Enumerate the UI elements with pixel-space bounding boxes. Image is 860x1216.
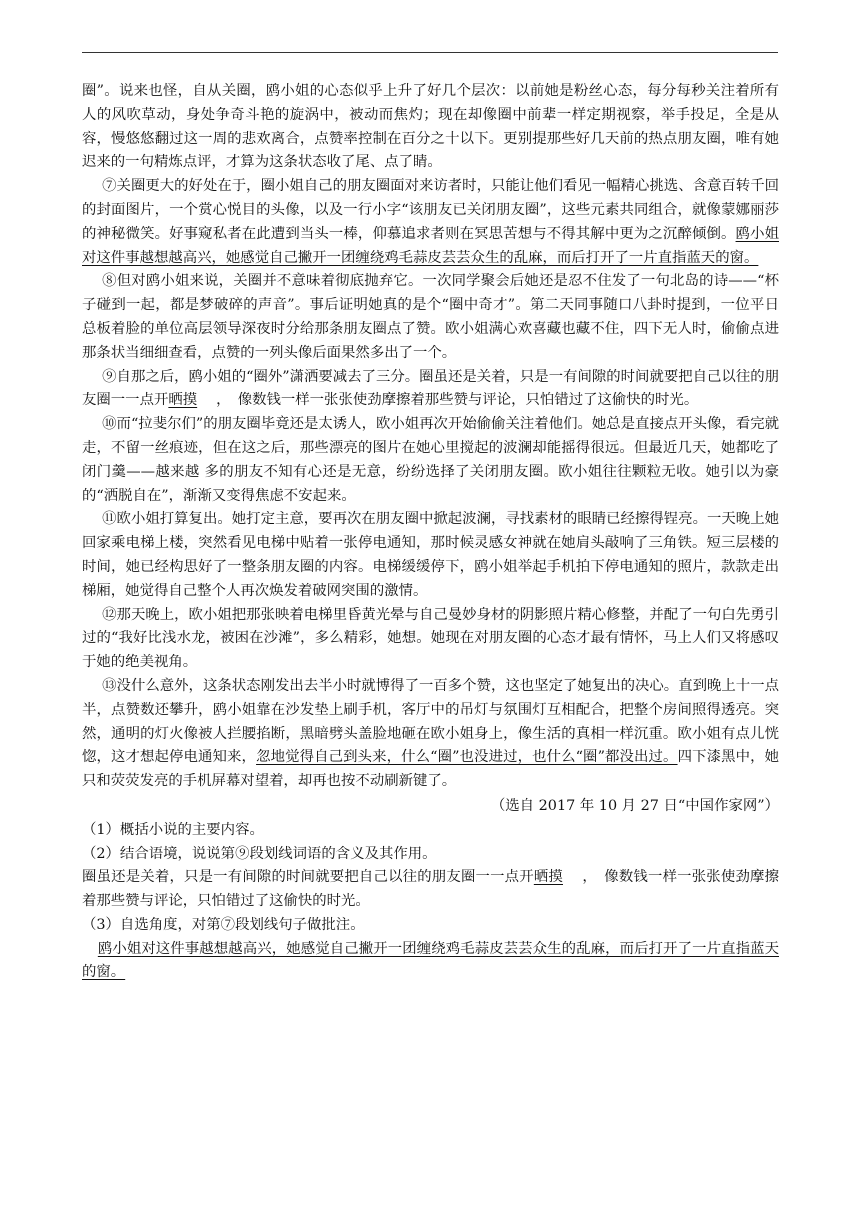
paragraph-9-text: ⑨自那之后，鸥小姐的“圈外”潇洒要减去了三分。圈虽还是关着，只是一有间隙的时间就要把自己以往的朋友圈一一点开 xyxy=(82,368,779,409)
question-2-quote-text: 圈虽还是关着，只是一有间隙的时间就要把自己以往的朋友圈一一点开 xyxy=(82,869,534,886)
document-body xyxy=(82,80,779,985)
header-rule xyxy=(82,52,778,53)
paragraph-7-text: ⑦关圈更大的好处在于，圈小姐自己的朋友圈面对来访者时，只能让他们看见一幅精心挑选、含意百转千回的封面图片，一个赏心悦目的头像，以及一行小字“该朋友已关闭朋友圈”，这些元素共同组合，就像蒙娜丽莎的神秘微笑。好事窥私者在此遭到当头一棒，仰慕追求者则在冥思苦想与不得其解中更为之沉醉倾倒。 xyxy=(82,178,779,242)
source-citation: （选自 2017 年 10 月 27 日“中国作家网”） xyxy=(490,797,779,814)
paragraph-7-underlined-sentence: 鸥小姐对这件事越想越高兴，她感觉自己撇开一团缠绕鸡毛蒜皮芸芸众生的乱麻，而后打开了一片直指蓝天的窗。 xyxy=(82,225,779,266)
paragraph-13-underlined-sentence: 忽地觉得自己到头来，什么“圈”也没进过，也什么“圈”都没出过。 xyxy=(256,749,678,766)
paragraph-9-underlined-word: 晒摸 xyxy=(168,392,198,409)
question-2-quote xyxy=(82,866,779,914)
paragraph-13-text-end: 四下漆黑中，她只和荧荧发亮的手机屏幕对望着，却再也按不动刷新键了。 xyxy=(82,749,779,790)
question-2-underlined-word: 晒摸 xyxy=(533,869,563,886)
paragraph-9-text-end: ， 像数钱一样一张张使劲摩擦着那些赞与评论，只怕错过了这偷快的时光。 xyxy=(197,392,699,409)
paragraph-10: ⑩而“拉斐尔们”的朋友圈毕竟还是太诱人，欧小姐再次开始偷偷关注着他们。她总是直接点开头像，看完就走，不留一丝痕迹，但在这之后，那些漂亮的图片在她心里搅起的波澜却能摇得很远。但最近几天，她都吃了闭门羹——越来越 多的朋友不知有心还是无意，纷纷选择了关闭朋友圈。欧小姐往往颗粒无收。她引以为豪的“洒脱自在”，渐渐又变得焦虑不安起来。 xyxy=(82,416,779,504)
question-3: （3）自选角度，对第⑦段划线句子做批注。 xyxy=(82,916,365,933)
paragraph-9 xyxy=(82,366,779,414)
question-2-quote-end: ， 像数钱一样一张张使劲摩擦着那些赞与评论，只怕错过了这偷快的时光。 xyxy=(82,869,779,910)
paragraph-8: ⑧但对鸥小姐来说，关圈并不意味着彻底抛弃它。一次同学聚会后她还是忍不住发了一句北岛的诗——“杯子碰到一起，都是梦破碎的声音”。事后证明她真的是个“圈中奇才”。第二天同事随口八卦时提到，一位平日总板着脸的单位高层领导深夜时分给那条朋友圈点了赞。欧小姐满心欢喜藏也藏不住，四下无人时，偷偷点进那条状当细细查看，点赞的一列头像后面果然多出了一个。 xyxy=(82,273,779,361)
paragraph-continued: 圈”。说来也怪，自从关圈，鸥小姐的心态似乎上升了好几个层次：以前她是粉丝心态，每分每秒关注着所有人的风吹草动，身处争奇斗艳的旋涡中，被动而焦灼；现在却像圈中前辈一样定期视察，举手投足，全是从容，慢悠悠翻过这一周的悲欢离合，点赞率控制在百分之十以下。更别提那些好几天前的热点朋友圈，唯有她迟来的一句精炼点评，才算为这条状态收了尾、点了睛。 xyxy=(82,83,779,171)
paragraph-7 xyxy=(82,175,779,270)
question-2: （2）结合语境，说说第⑨段划线词语的含义及其作用。 xyxy=(82,845,437,862)
paragraph-11: ⑪欧小姐打算复出。她打定主意，要再次在朋友圈中掀起波澜，寻找素材的眼睛已经擦得锃亮。一天晚上她回家乘电梯上楼，突然看见电梯中贴着一张停电通知，那时候灵感女神就在她肩头敲响了三角铁。短三层楼的时间，她已经构思好了一整条朋友圈的内容。电梯缓缓停下，鸥小姐举起手机拍下停电通知的照片，款款走出梯厢，她觉得自己整个人再次焕发着破网突围的激情。 xyxy=(82,511,779,599)
paragraph-13 xyxy=(82,675,779,794)
paragraph-13-text: ⑬没什么意外，这条状态刚发出去半小时就博得了一百多个赞，这也坚定了她复出的决心。直到晚上十一点半，点赞数还攀升，鸥小姐靠在沙发垫上刷手机，客厅中的吊灯与氛围灯互相配合，把整个房间照得透亮。突然，通明的灯火像被人拦腰掐断，黑暗劈头盖脸地砸在欧小姐身上，像生活的真相一样沉重。欧小姐有点儿恍惚，这才想起停电通知来， xyxy=(82,677,779,766)
paragraph-12: ⑫那天晚上，欧小姐把那张映着电梯里昏黄光晕与自己曼妙身材的阴影照片精心修整，并配了一句白先勇引过的“我好比浅水龙，被困在沙滩”，多么精彩，她想。她现在对朋友圈的心态才最有情怀，马上人们又将感叹于她的绝美视角。 xyxy=(82,606,779,671)
question-1: （1）概括小说的主要内容。 xyxy=(82,821,264,838)
question-3-quote: 鸥小姐对这件事越想越高兴，她感觉自己撇开一团缠绕鸡毛蒜皮芸芸众生的乱麻，而后打开了一片直指蓝天的窗。 xyxy=(82,940,779,981)
